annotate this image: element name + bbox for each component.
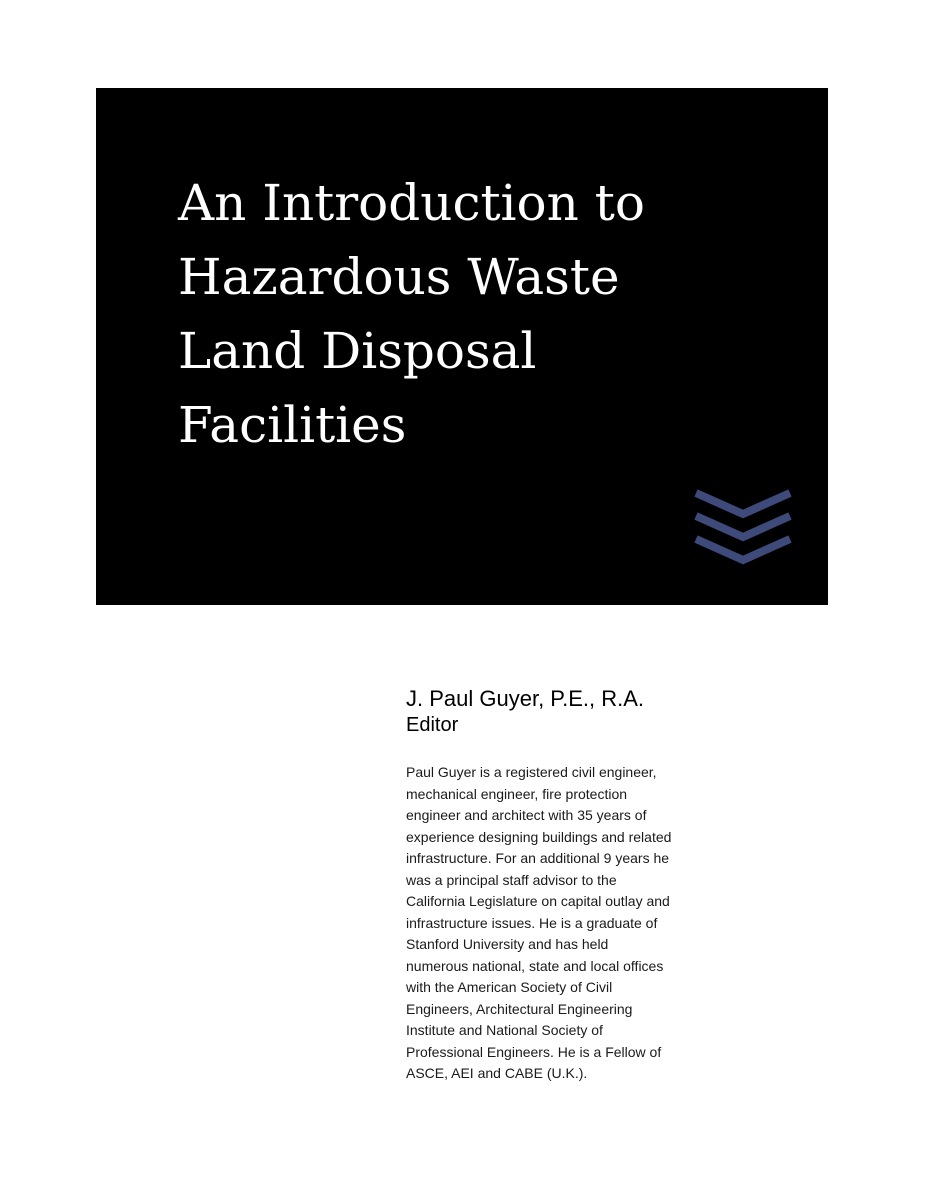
bio-line: ASCE, AEI and CABE (U.K.).	[406, 1065, 588, 1081]
bio-line: infrastructure. For an additional 9 years he	[406, 850, 670, 866]
title-line: Land Disposal	[178, 322, 537, 380]
bio-line: experience designing buildings and related	[406, 828, 672, 845]
author-block	[406, 685, 786, 738]
title-line: An Introduction to	[178, 174, 645, 232]
bio-line: mechanical engineer, fire protection	[406, 785, 628, 802]
bio-line: Professional Engineers. He is a Fellow of	[406, 1043, 662, 1060]
book-title	[178, 166, 778, 462]
title-line: Hazardous Waste	[178, 248, 620, 306]
bio-line: California Legislature on capital outlay and	[406, 893, 670, 909]
bio-line: Stanford University and has held	[406, 936, 609, 952]
bio-line: engineer and architect with 35 years of	[406, 807, 647, 823]
bio-line: infrastructure issues. He is a graduate of	[406, 914, 658, 931]
bio-line: Paul Guyer is a registered civil engineer,	[406, 764, 657, 780]
author-name: J. Paul Guyer, P.E., R.A.	[406, 686, 645, 711]
cover-title-panel	[96, 88, 828, 605]
author-bio	[406, 762, 768, 1085]
triple-chevron-down-icon	[694, 489, 792, 565]
bio-line: was a principal staff advisor to the	[406, 871, 617, 888]
bio-line: Institute and National Society of	[406, 1022, 603, 1038]
bio-line: Engineers, Architectural Engineering	[406, 1000, 633, 1017]
bio-line: with the American Society of Civil	[406, 979, 613, 995]
bio-line: numerous national, state and local offices	[406, 957, 664, 974]
author-role: Editor	[406, 714, 459, 736]
title-line: Facilities	[178, 396, 407, 454]
